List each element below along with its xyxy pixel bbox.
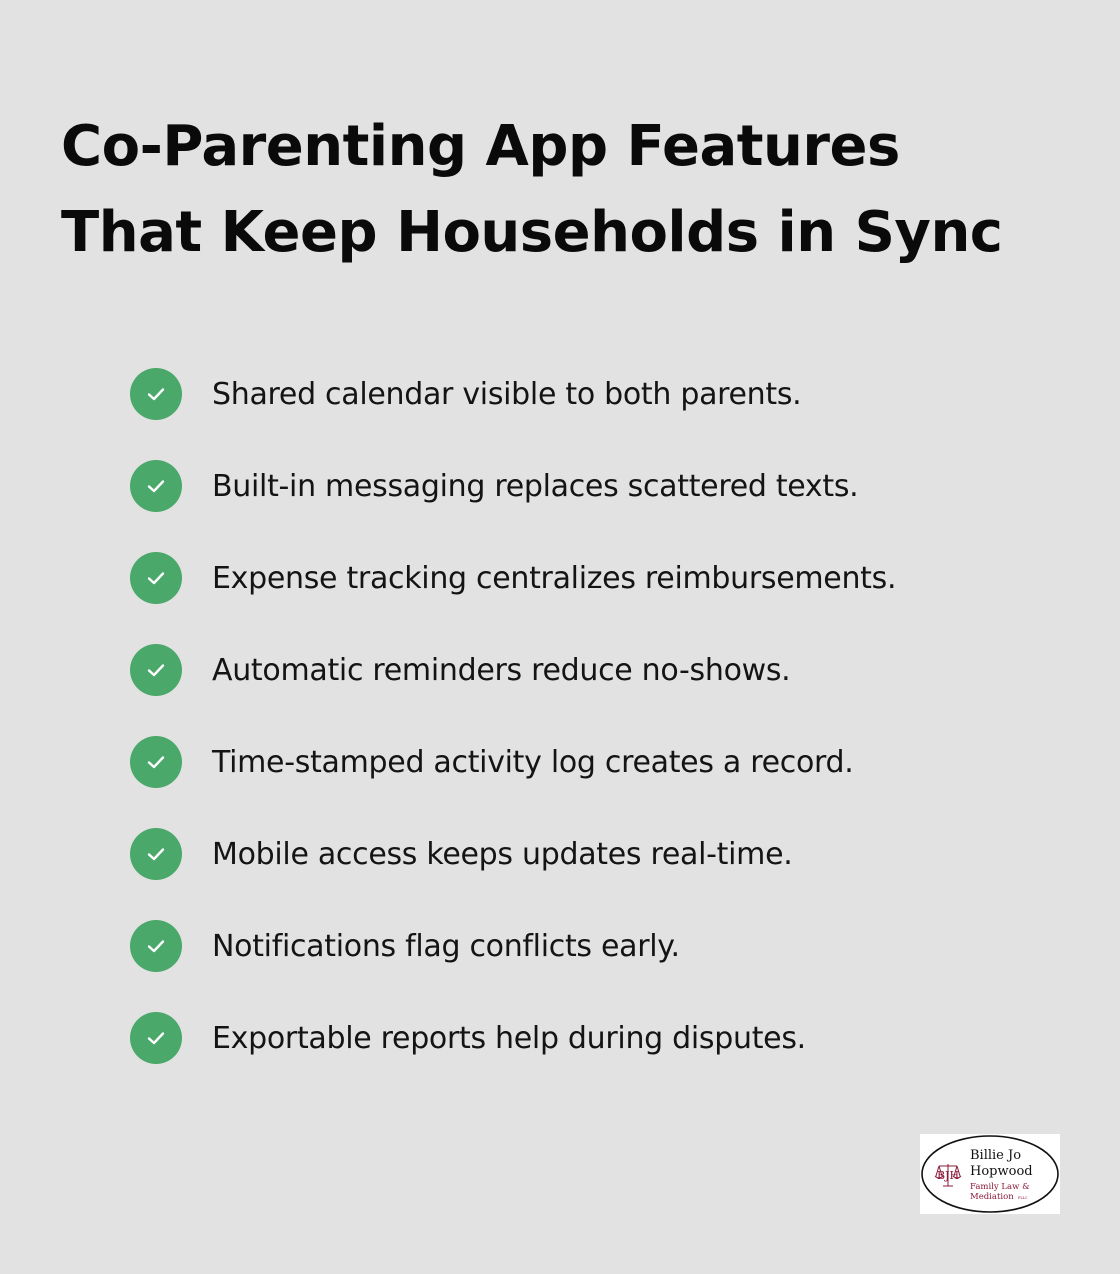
logo-line-3: Family Law & bbox=[970, 1182, 1030, 1192]
feature-text: Expense tracking centralizes reimbursements. bbox=[212, 560, 897, 596]
logo-line-2: Hopwood bbox=[970, 1164, 1033, 1179]
feature-text: Automatic reminders reduce no-shows. bbox=[212, 652, 791, 688]
title-line-2: That Keep Households in Sync bbox=[61, 200, 1003, 265]
check-icon bbox=[130, 644, 182, 696]
list-item bbox=[130, 368, 896, 420]
check-icon bbox=[130, 1012, 182, 1064]
company-logo bbox=[920, 1134, 1060, 1214]
check-icon bbox=[130, 460, 182, 512]
list-item bbox=[130, 828, 896, 880]
check-icon bbox=[130, 828, 182, 880]
feature-text: Time-stamped activity log creates a record. bbox=[212, 744, 854, 780]
feature-list bbox=[130, 368, 896, 1104]
list-item bbox=[130, 644, 896, 696]
title-line-1: Co-Parenting App Features bbox=[61, 114, 900, 179]
list-item bbox=[130, 1012, 896, 1064]
logo-line-4: Mediation bbox=[970, 1192, 1014, 1202]
list-item bbox=[130, 920, 896, 972]
list-item bbox=[130, 460, 896, 512]
feature-text: Built-in messaging replaces scattered texts. bbox=[212, 468, 859, 504]
page-title bbox=[61, 104, 1061, 276]
feature-text: Notifications flag conflicts early. bbox=[212, 928, 680, 964]
list-item bbox=[130, 552, 896, 604]
feature-text: Mobile access keeps updates real-time. bbox=[212, 836, 793, 872]
logo-initials: BJH bbox=[936, 1169, 960, 1182]
check-icon bbox=[130, 552, 182, 604]
list-item bbox=[130, 736, 896, 788]
logo-suffix: PLLC bbox=[1018, 1196, 1028, 1200]
feature-text: Shared calendar visible to both parents. bbox=[212, 376, 802, 412]
check-icon bbox=[130, 368, 182, 420]
check-icon bbox=[130, 736, 182, 788]
feature-text: Exportable reports help during disputes. bbox=[212, 1020, 806, 1056]
check-icon bbox=[130, 920, 182, 972]
logo-line-1: Billie Jo bbox=[970, 1148, 1022, 1163]
